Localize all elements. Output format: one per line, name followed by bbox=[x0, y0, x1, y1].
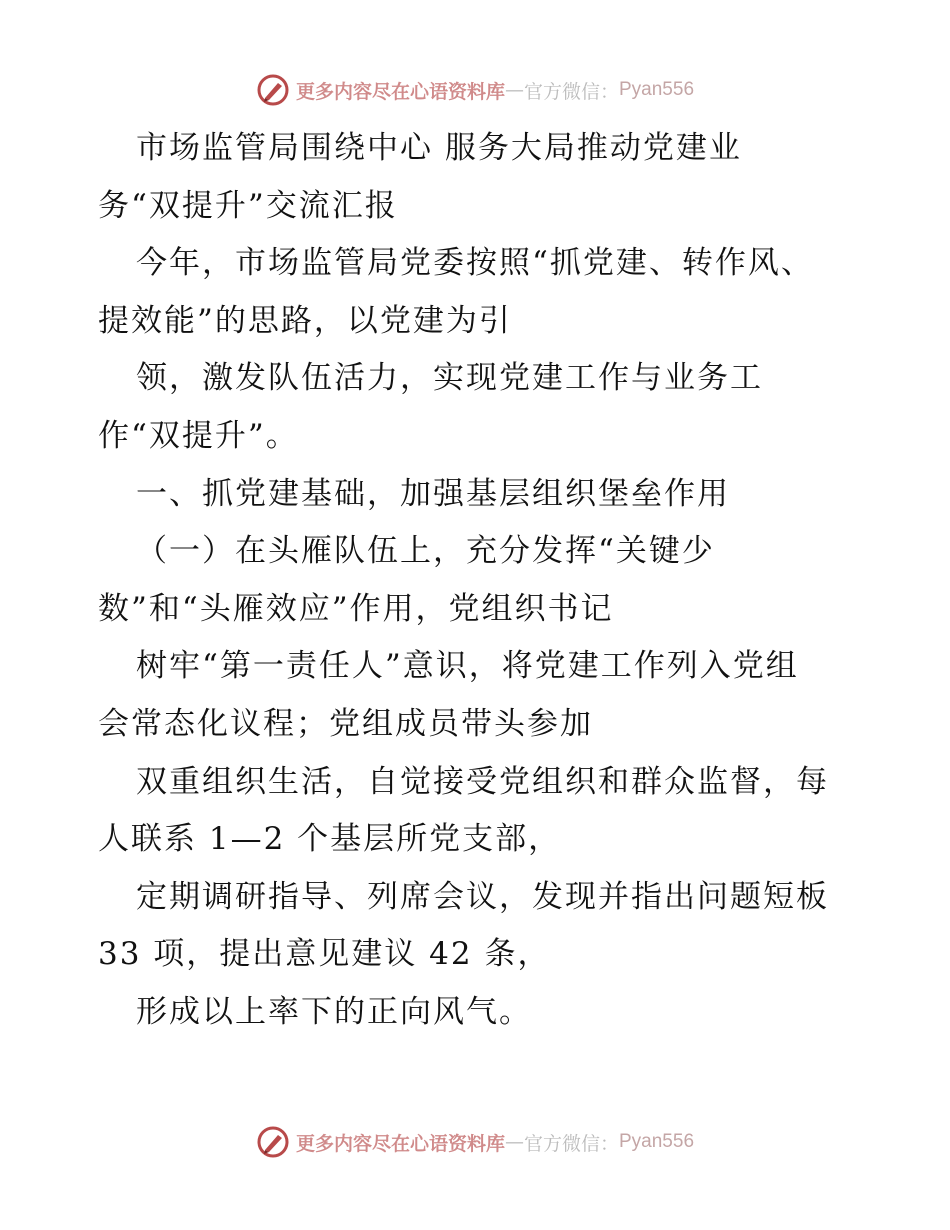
text-line: 会常态化议程；党组成员带头参加 bbox=[98, 705, 593, 742]
text-line: 一、抓党建基础，加强基层组织堡垒作用 bbox=[136, 475, 730, 512]
watermark-wechat-label: 官方微信： bbox=[523, 1132, 619, 1155]
text-line: 33 项，提出意见建议 42 条， bbox=[98, 936, 551, 973]
text-line: 今年，市场监管局党委按照“抓党建、转作风、 bbox=[136, 245, 814, 282]
pen-logo-icon bbox=[256, 1125, 290, 1159]
watermark-wechat-label: 官方微信： bbox=[523, 80, 619, 103]
text-line: 双重组织生活，自觉接受党组织和群众监督，每 bbox=[136, 763, 829, 800]
text-line: 作“双提升”。 bbox=[98, 417, 299, 454]
text-line: 树牢“第一责任人”意识，将党建工作列入党组 bbox=[136, 648, 799, 685]
text-line: 提效能”的思路，以党建为引 bbox=[98, 302, 512, 339]
watermark-main-text: 更多内容尽在心语资料库 bbox=[295, 80, 505, 103]
watermark-dash: — bbox=[504, 1131, 524, 1153]
text-line: 务“双提升”交流汇报 bbox=[98, 187, 398, 224]
footer-watermark bbox=[0, 1122, 950, 1162]
text-line: 数”和“头雁效应”作用，党组织书记 bbox=[98, 590, 614, 627]
text-line: 领，激发队伍活力，实现党建工作与业务工 bbox=[136, 360, 763, 397]
text-line: 人联系 1—2 个基层所党支部， bbox=[98, 821, 562, 858]
header-watermark bbox=[0, 70, 950, 110]
text-line: 市场监管局围绕中心 服务大局推动党建业 bbox=[136, 130, 742, 166]
text-line: （一）在头雁队伍上，充分发挥“关键少 bbox=[136, 533, 715, 570]
watermark-wechat-id: Pyan556 bbox=[619, 79, 695, 100]
watermark-wechat-id: Pyan556 bbox=[619, 1131, 695, 1152]
watermark-dash: — bbox=[504, 79, 524, 101]
watermark-main-text: 更多内容尽在心语资料库 bbox=[295, 1132, 505, 1155]
pen-logo-icon bbox=[256, 73, 290, 107]
text-line: 形成以上率下的正向风气。 bbox=[136, 993, 532, 1030]
document-body bbox=[0, 120, 950, 1042]
text-line: 定期调研指导、列席会议，发现并指出问题短板 bbox=[136, 878, 829, 915]
